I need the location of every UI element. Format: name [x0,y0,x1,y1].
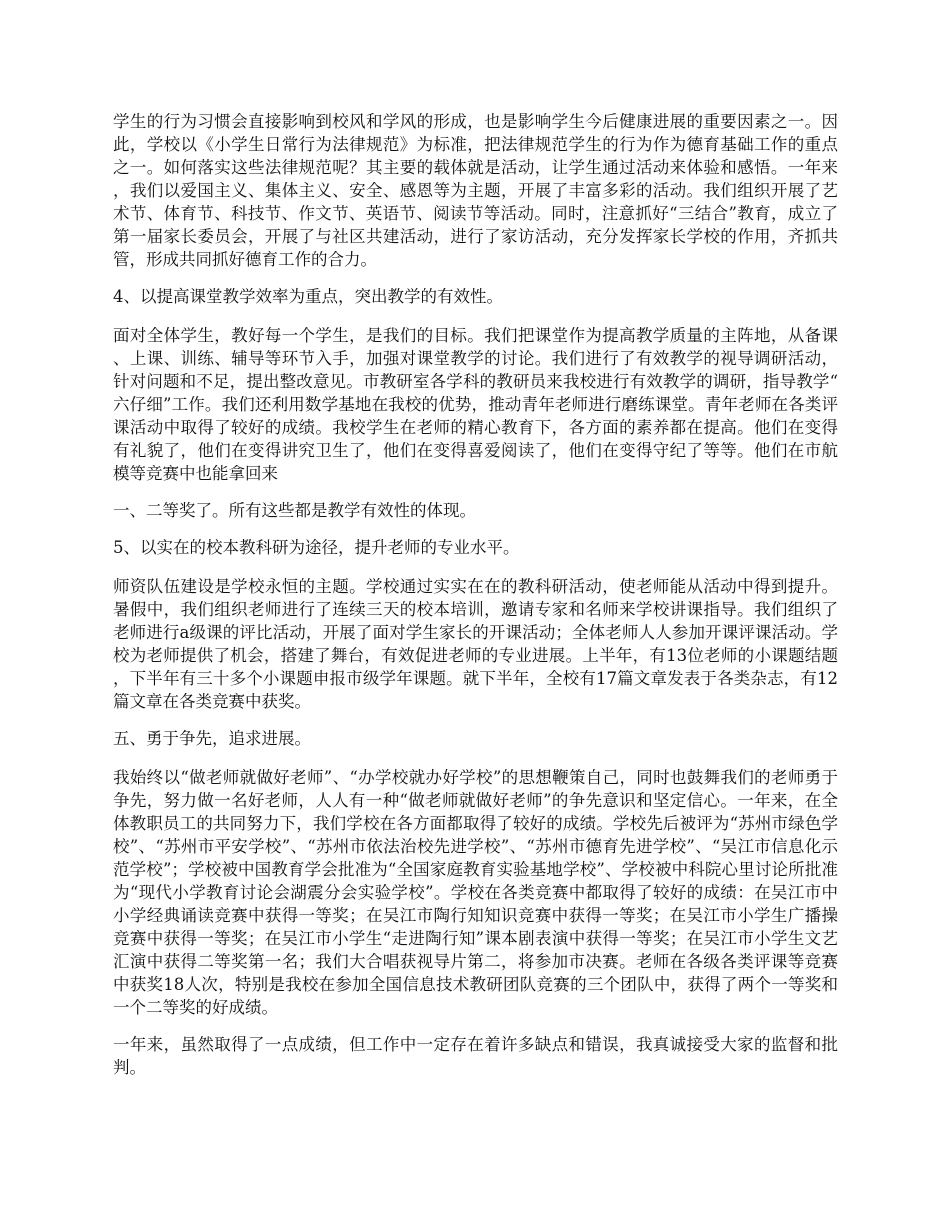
paragraph-closing: 一年来，虽然取得了一点成绩，但工作中一定存在着许多缺点和错误，我真诚接受大家的监督和批判。 [113,1035,838,1077]
section-heading-five: 五、勇于争先，追求进展。 [113,729,311,748]
section-heading-4: 4、以提高课堂教学效率为重点，突出教学的有效性。 [113,287,503,306]
paragraph-teacher-development: 师资队伍建设是学校永恒的主题。学校通过实实在在的教科研活动，使老师能从活动中得到提升。暑假中，我们组织老师进行了连续三天的校本培训，邀请专家和名师来学校讲课指导。我们组织了老师进行a级课的评比活动，开展了面对学生家长的开课活动；全体老师人人参加开课评课活动。学校为老师提供了机会，搭建了舞台，有效促进老师的专业进展。上半年，有13位老师的小课题结题，下半年有三十多个小课题申报市级学年课题。就下半年，全校有17篇文章发表于各类杂志，有12篇文章在各类竞赛中获奖。 [113,577,838,711]
section-heading-5: 5、以实在的校本教科研为途径，提升老师的专业水平。 [113,538,520,557]
paragraph-teaching-effectiveness: 面对全体学生，教好每一个学生，是我们的目标。我们把课堂作为提高教学质量的主阵地，从备课、上课、训练、辅导等环节入手，加强对课堂教学的讨论。我们进行了有效教学的视导调研活动，针对问题和不足，提出整改意见。市教研室各学科的教研员来我校进行有效教学的调研，指导教学“六仔细”工作。我们还利用数学基地在我校的优势，推动青年老师进行磨练课堂。青年老师在各类评课活动中取得了较好的成绩。我校学生在老师的精心教育下，各方面的素养都在提高。他们在变得有礼貌了，他们在变得讲究卫生了，他们在变得喜爱阅读了，他们在变得守纪了等等。他们在市航模等竞赛中也能拿回来 [113,326,838,483]
paragraph-moral-education: 学生的行为习惯会直接影响到校风和学风的形成，也是影响学生今后健康进展的重要因素之一。因此，学校以《小学生日常行为法律规范》为标准，把法律规范学生的行为作为德育基础工作的重点之一。如何落实这些法律规范呢？其主要的载体就是活动，让学生通过活动来体验和感悟。一年来，我们以爱国主义、集体主义、安全、感恩等为主题，开展了丰富多彩的活动。我们组织开展了艺术节、体育节、科技节、作文节、英语节、阅读节等活动。同时，注意抓好“三结合”教育，成立了第一届家长委员会，开展了与社区共建活动，进行了家访活动，充分发挥家长学校的作用，齐抓共管，形成共同抓好德育工作的合力。 [113,112,838,269]
paragraph-achievements: 我始终以“做老师就做好老师”、“办学校就办好学校”的思想鞭策自己，同时也鼓舞我们的老师勇于争先，努力做一名好老师，人人有一种“做老师就做好老师”的争先意识和坚定信心。一年来，在全体教职员工的共同努力下，我们学校在各方面都取得了较好的成绩。学校先后被评为“苏州市绿色学校”、“苏州市平安学校”、“苏州市依法治校先进学校”、“苏州市德育先进学校”、“吴江市信息化示范学校”；学校被中国教育学会批准为“全国家庭教育实验基地学校”、学校被中科院心里讨论所批准为“现代小学教育讨论会湖震分会实验学校”。学校在各类竞赛中都取得了较好的成绩：在吴江市中小学经典诵读竞赛中获得一等奖；在吴江市陶行知知识竞赛中获得一等奖；在吴江市小学生广播操竞赛中获得一等奖；在吴江市小学生“走进陶行知”课本剧表演中获得一等奖；在吴江市小学生文艺汇演中获得二等奖第一名；我们大合唱获视导片第二，将参加市决赛。老师在各级各类评课等竞赛中获奖18人次，特别是我校在参加全国信息技术教研团队竞赛的三个团队中，获得了两个一等奖和一个二等奖的好成绩。 [113,768,838,1017]
paragraph-awards-continuation: 一、二等奖了。所有这些都是教学有效性的体现。 [113,501,476,520]
